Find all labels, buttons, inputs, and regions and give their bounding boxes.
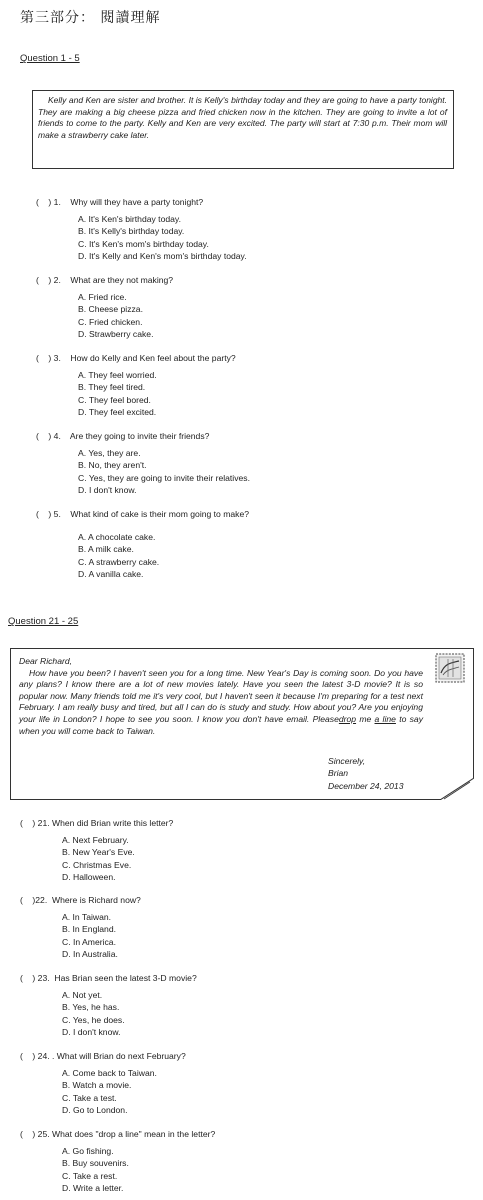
option-d: D. I don't know. xyxy=(62,1027,121,1038)
folded-corner-icon xyxy=(440,778,474,800)
letter-closing: Sincerely, xyxy=(328,756,366,766)
letter-body xyxy=(19,668,423,738)
option-a: A. Go fishing. xyxy=(62,1145,114,1156)
option-b: B. In England. xyxy=(62,924,116,935)
option-b: B. Watch a movie. xyxy=(62,1080,132,1091)
option-b: B. It's Kelly's birthday today. xyxy=(78,226,185,237)
stamp-icon xyxy=(435,653,465,683)
question-stem: ( ) 25. What does "drop a line" mean in the letter? xyxy=(20,1129,216,1139)
option-a: A. A chocolate cake. xyxy=(78,531,156,542)
question-25 xyxy=(20,1128,215,1195)
letter-greeting: Dear Richard, xyxy=(19,656,73,666)
option-d: D. A vanilla cake. xyxy=(78,569,144,580)
option-d: D. Halloween. xyxy=(62,872,116,883)
option-d: D. Strawberry cake. xyxy=(78,329,154,340)
question-stem: ( ) 24. . What will Brian do next February? xyxy=(20,1051,186,1061)
question-1 xyxy=(36,196,247,263)
letter-body-text: How have you been? I haven't seen you for a long time. New Year's Day is coming soon. Do you have any plans? I know there are a lot of new movies lately. Have you seen the latest 3-D movie? It is so popular now. Many friends told me it's very cool, but I haven't seen it because I'm preparing for a test next February. I am really busy and tired, but all I can do is study and study. How about you? Are you enjoying your life in London? I hope to see you soon. I know you don't have email. Please xyxy=(19,667,423,724)
option-d: D. Go to London. xyxy=(62,1105,128,1116)
question-5 xyxy=(36,508,249,581)
option-c: C. Yes, they are going to invite their relatives. xyxy=(78,472,250,483)
question-23 xyxy=(20,972,197,1039)
option-b: B. They feel tired. xyxy=(78,382,146,393)
option-a: A. Fried rice. xyxy=(78,291,127,302)
section-title: 第三部分： 閱讀理解 xyxy=(20,10,161,26)
question-stem: ( ) 2. What are they not making? xyxy=(36,275,174,285)
option-b: B. New Year's Eve. xyxy=(62,847,135,858)
option-c: C. A strawberry cake. xyxy=(78,556,160,567)
option-b: B. Cheese pizza. xyxy=(78,304,143,315)
part1-heading: Question 1 - 5 xyxy=(20,53,80,64)
option-a: A. Next February. xyxy=(62,834,129,845)
option-c: C. In America. xyxy=(62,936,116,947)
option-c: C. Yes, he does. xyxy=(62,1014,125,1025)
option-d: D. They feel excited. xyxy=(78,407,157,418)
option-c: C. Fried chicken. xyxy=(78,316,143,327)
question-stem: ( ) 21. When did Brian write this letter? xyxy=(20,818,174,828)
option-a: A. Not yet. xyxy=(62,989,103,1000)
part2-heading: Question 21 - 25 xyxy=(8,616,79,627)
question-22 xyxy=(20,894,141,961)
question-stem: ( ) 23. Has Brian seen the latest 3-D movie? xyxy=(20,973,197,983)
question-21 xyxy=(20,817,173,884)
option-b: B. Buy souvenirs. xyxy=(62,1158,129,1169)
option-b: B. No, they aren't. xyxy=(78,460,147,471)
option-d: D. It's Kelly and Ken's mom's birthday today. xyxy=(78,251,247,262)
letter-date: December 24, 2013 xyxy=(328,781,404,791)
question-stem: ( )22. Where is Richard now? xyxy=(20,895,141,905)
option-a: A. Come back to Taiwan. xyxy=(62,1067,157,1078)
letter-body-end: to say when you will come back to Taiwan. xyxy=(19,713,423,736)
option-c: C. They feel bored. xyxy=(78,394,151,405)
letter-body-mid: me xyxy=(356,713,375,724)
letter-box xyxy=(10,648,474,800)
option-a: A. Yes, they are. xyxy=(78,447,141,458)
option-a: A. It's Ken's birthday today. xyxy=(78,213,181,224)
question-24 xyxy=(20,1050,186,1117)
passage-text: Kelly and Ken are sister and brother. It is Kelly's birthday today and they are going to have a party tonight. They are making a big cheese pizza and fried chicken now in the kitchen. They are going to invite a lot of friends to come to the party. Kelly and Ken are very excited. The party will start at 7:30 p.m. Their mom will make a strawberry cake later. xyxy=(38,95,447,140)
question-stem: ( ) 4. Are they going to invite their friends? xyxy=(36,431,210,441)
option-a: A. In Taiwan. xyxy=(62,911,112,922)
option-d: D. Write a letter. xyxy=(62,1183,124,1194)
question-3 xyxy=(36,352,236,419)
option-b: B. A milk cake. xyxy=(78,544,134,555)
question-4 xyxy=(36,430,250,497)
underlined-a-line: a line xyxy=(374,713,396,724)
option-b: B. Yes, he has. xyxy=(62,1002,120,1013)
underlined-drop: drop xyxy=(338,713,357,724)
question-stem: ( ) 3. How do Kelly and Ken feel about the party? xyxy=(36,353,236,363)
option-c: C. Take a test. xyxy=(62,1092,117,1103)
option-c: C. It's Ken's mom's birthday today. xyxy=(78,238,209,249)
option-a: A. They feel worried. xyxy=(78,369,157,380)
option-d: D. In Australia. xyxy=(62,949,118,960)
reading-passage xyxy=(32,90,454,169)
question-2 xyxy=(36,274,173,341)
question-stem: ( ) 5. What kind of cake is their mom going to make? xyxy=(36,509,250,519)
option-c: C. Take a rest. xyxy=(62,1170,118,1181)
letter-signature: Brian xyxy=(328,768,349,778)
option-c: C. Christmas Eve. xyxy=(62,859,132,870)
option-d: D. I don't know. xyxy=(78,485,137,496)
question-stem: ( ) 1. Why will they have a party tonight? xyxy=(36,197,204,207)
